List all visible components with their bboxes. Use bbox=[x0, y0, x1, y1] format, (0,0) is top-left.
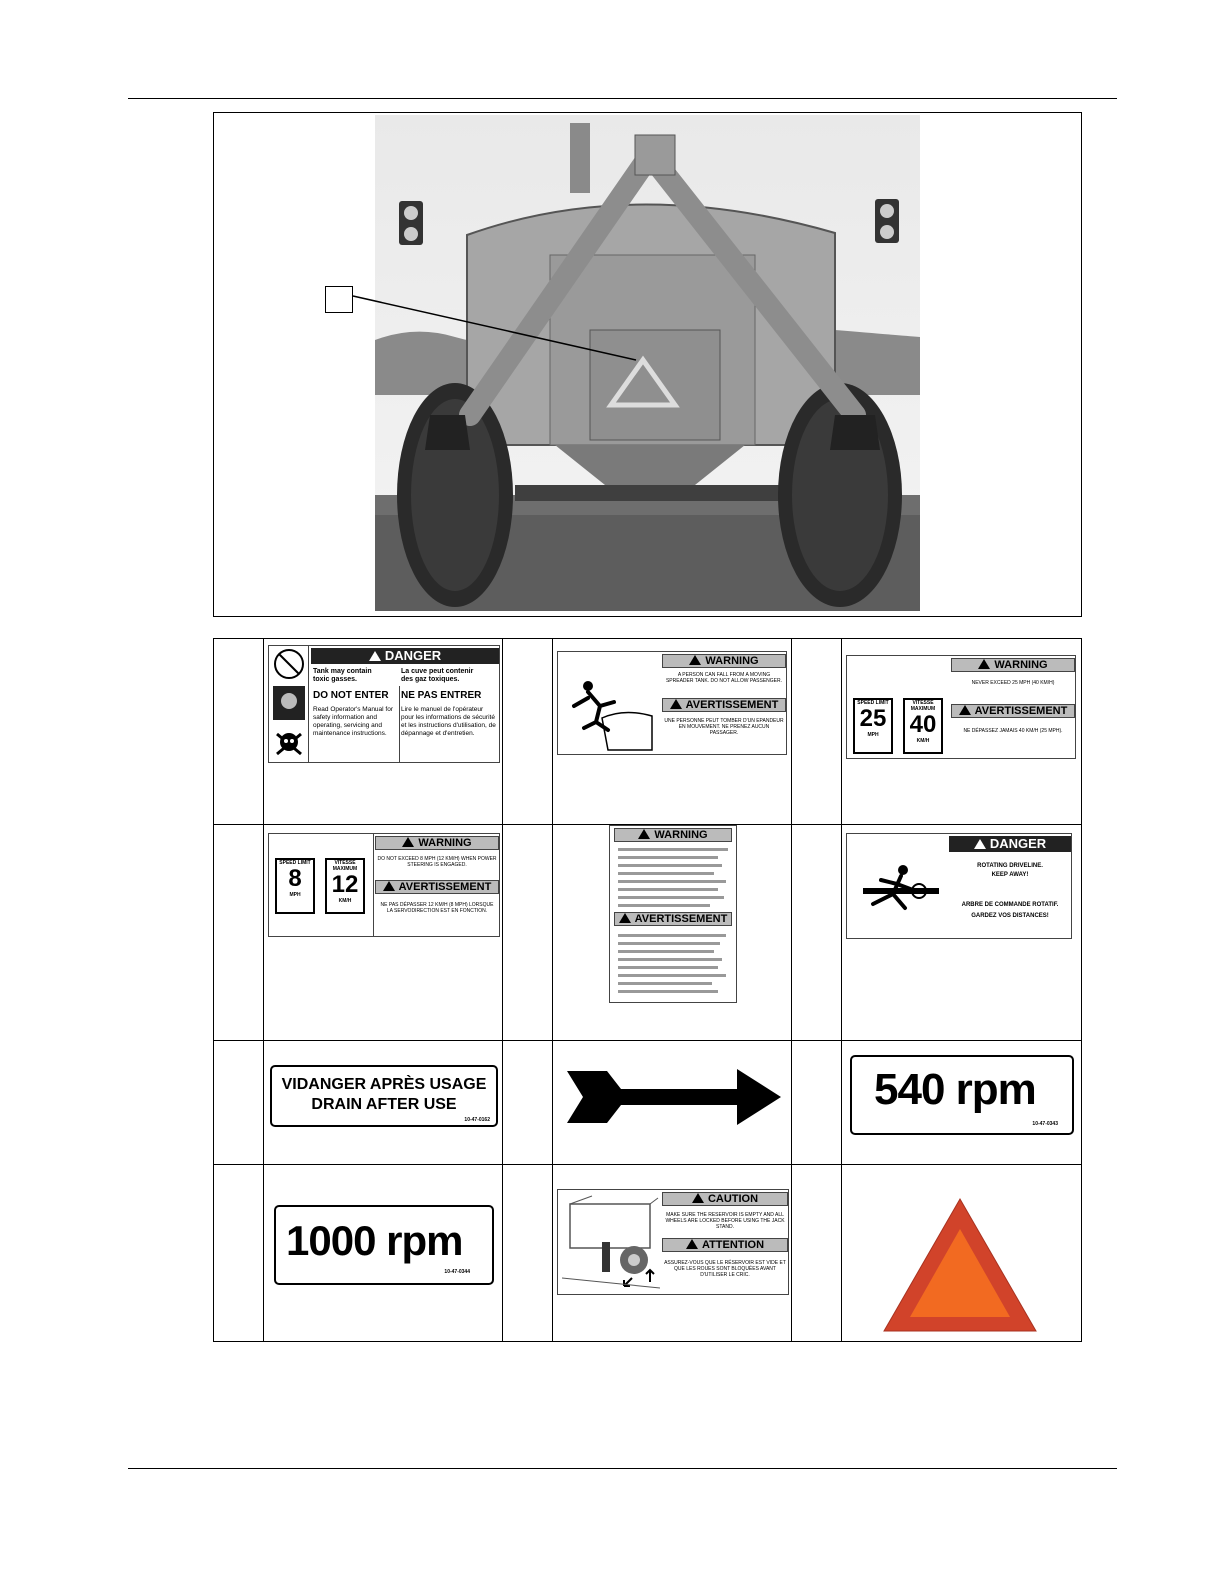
warning-text-en: A PERSON CAN FALL FROM A MOVING SPREADER TANK. DO NOT ALLOW PASSENGER. bbox=[665, 672, 783, 684]
caution-text-en: MAKE SURE THE RESERVOIR IS EMPTY AND ALL WHEELS ARE LOCKED BEFORE USING THE JACK STAND. bbox=[665, 1212, 785, 1230]
falling-person-icon bbox=[562, 672, 658, 752]
decal-cell bbox=[264, 825, 503, 1041]
rpm-540-label: 540 rpm bbox=[874, 1065, 1036, 1114]
speed-limit-box bbox=[853, 698, 893, 754]
rpm-1000-decal bbox=[274, 1205, 494, 1285]
danger-text-fr-2: des gaz toxiques. bbox=[401, 676, 460, 683]
decal-cell bbox=[553, 825, 792, 1041]
caution-jack-decal bbox=[557, 1189, 789, 1295]
vitesse-value: 40 bbox=[909, 711, 937, 738]
item-number-cell bbox=[792, 825, 842, 1041]
footer-rule bbox=[128, 1468, 1117, 1469]
vitesse-max-box bbox=[325, 858, 365, 914]
decal-cell bbox=[842, 639, 1081, 825]
danger-gas-decal bbox=[268, 645, 500, 763]
drain-after-use-decal bbox=[270, 1065, 498, 1127]
rpm-540-decal bbox=[850, 1055, 1074, 1135]
speed-limit-label: SPEED LIMIT bbox=[279, 860, 311, 866]
danger-text-en: Tank may contain bbox=[313, 668, 372, 675]
danger-text-en-2: KEEP AWAY! bbox=[991, 872, 1029, 878]
attention-header: ATTENTION bbox=[701, 1239, 765, 1251]
decal-cell bbox=[842, 1041, 1081, 1165]
callout-box bbox=[325, 286, 353, 313]
do-not-enter: DO NOT ENTER bbox=[313, 690, 389, 701]
speed-limit-box bbox=[275, 858, 315, 914]
decals-table bbox=[213, 638, 1082, 1342]
avertissement-header: AVERTISSEMENT bbox=[398, 881, 492, 893]
warning-text-fr: NE PAS DÉPASSER 12 KM/H (8 MPH) LORSQUE LA SERVODIRECTION EST EN FONCTION. bbox=[380, 902, 494, 914]
danger-driveline-decal bbox=[846, 833, 1072, 939]
speed-limit-unit: MPH bbox=[867, 732, 879, 738]
item-number-cell bbox=[503, 825, 553, 1041]
danger-header: DANGER bbox=[989, 836, 1047, 851]
direction-arrow-icon bbox=[565, 1067, 783, 1127]
danger-text-fr: La cuve peut contenir bbox=[401, 668, 474, 675]
speed-limit-unit: MPH bbox=[289, 892, 301, 898]
warning-fall-decal bbox=[557, 651, 787, 755]
danger-text-fr-2: GARDEZ VOS DISTANCES! bbox=[971, 913, 1049, 919]
warning-header: WARNING bbox=[654, 829, 708, 841]
gas-hazard-icon bbox=[269, 646, 309, 762]
warning-header: WARNING bbox=[994, 659, 1048, 671]
item-number-cell bbox=[503, 639, 553, 825]
decal-cell bbox=[553, 639, 792, 825]
vitesse-label: VITESSE MAXIMUM bbox=[332, 860, 358, 872]
item-number-cell bbox=[792, 1165, 842, 1341]
decal-cell bbox=[264, 1165, 503, 1341]
avertissement-header: AVERTISSEMENT bbox=[685, 699, 779, 711]
avertissement-header: AVERTISSEMENT bbox=[634, 913, 728, 925]
speed8-decal bbox=[268, 833, 500, 937]
speed25-decal bbox=[846, 655, 1076, 759]
item-number-cell bbox=[214, 825, 264, 1041]
speed-limit-value: 8 bbox=[288, 865, 302, 892]
warning-text-en: DO NOT EXCEED 8 MPH (12 KM/H) WHEN POWER STEERING IS ENGAGED. bbox=[377, 856, 497, 868]
item-number-cell bbox=[792, 1041, 842, 1165]
decal-cell bbox=[842, 825, 1081, 1041]
header-rule bbox=[128, 98, 1117, 99]
drain-line1: VIDANGER APRÈS USAGE bbox=[281, 1076, 487, 1093]
photo-frame bbox=[213, 112, 1082, 617]
vitesse-max-box bbox=[903, 698, 943, 754]
decal-cell bbox=[264, 639, 503, 825]
warning-text-en: NEVER EXCEED 25 MPH (40 KM/H) bbox=[971, 680, 1055, 686]
caution-text-fr: ASSUREZ-VOUS QUE LE RÉSERVOIR EST VIDE ET QUE LES ROUES SONT BLOQUÉES AVANT D'UTILISER LE CRIC. bbox=[664, 1260, 786, 1278]
decal-cell bbox=[553, 1041, 792, 1165]
decal-cell bbox=[842, 1165, 1081, 1341]
warning-text-fr: UNE PERSONNE PEUT TOMBER D'UN EPANDEUR EN MOUVEMENT. NE PRENEZ AUCUN PASSAGER. bbox=[664, 718, 784, 736]
rpm-1000-label: 1000 rpm bbox=[286, 1217, 463, 1264]
danger-text-en: ROTATING DRIVELINE. bbox=[977, 863, 1043, 869]
caution-header: CAUTION bbox=[707, 1193, 759, 1205]
drain-code: 10-47-0162 bbox=[464, 1117, 490, 1123]
danger-body-en: Read Operator's Manual for safety information and operating, servicing and maintenance instructions. bbox=[313, 706, 394, 737]
vitesse-value: 12 bbox=[331, 871, 359, 898]
danger-header: DANGER bbox=[384, 648, 442, 663]
decal-cell bbox=[553, 1165, 792, 1341]
warning-text-fr: NE DÉPASSEZ JAMAIS 40 KM/H (25 MPH). bbox=[963, 728, 1063, 734]
danger-text-fr: ARBRE DE COMMANDE ROTATIF. bbox=[961, 902, 1059, 908]
item-number-cell bbox=[503, 1165, 553, 1341]
drain-line2: DRAIN AFTER USE bbox=[311, 1096, 457, 1113]
ne-pas-entrer: NE PAS ENTRER bbox=[401, 690, 482, 701]
item-number-cell bbox=[503, 1041, 553, 1165]
rpm-1000-code: 10-47-0344 bbox=[444, 1269, 470, 1275]
item-number-cell bbox=[214, 1041, 264, 1165]
warning-list-decal bbox=[609, 825, 737, 1003]
item-number-cell bbox=[214, 1165, 264, 1341]
rpm-540-code: 10-47-0343 bbox=[1032, 1121, 1058, 1127]
avertissement-header: AVERTISSEMENT bbox=[974, 705, 1068, 717]
vitesse-unit: KM/H bbox=[338, 898, 352, 904]
danger-text-en-2: toxic gasses. bbox=[313, 676, 357, 683]
warning-bullets-en bbox=[618, 846, 730, 910]
slow-moving-vehicle-emblem bbox=[880, 1195, 1040, 1339]
decal-cell bbox=[264, 1041, 503, 1165]
warning-header: WARNING bbox=[705, 655, 759, 667]
danger-body-fr: Lire le manuel de l'opérateur pour les informations de sécurité et les instructions d'utilisation, de dépannage et d'entretien. bbox=[401, 706, 496, 737]
jack-stand-icon bbox=[562, 1194, 660, 1292]
rotating-driveline-icon bbox=[853, 862, 943, 922]
item-number-cell bbox=[792, 639, 842, 825]
speed-limit-label: SPEED LIMIT bbox=[857, 700, 889, 706]
item-number-cell bbox=[214, 639, 264, 825]
vitesse-unit: KM/H bbox=[916, 738, 930, 744]
warning-header: WARNING bbox=[418, 837, 472, 849]
warning-bullets-fr bbox=[618, 932, 730, 996]
speed-limit-value: 25 bbox=[859, 705, 887, 732]
vitesse-label: VITESSE MAXIMUM bbox=[910, 700, 936, 712]
